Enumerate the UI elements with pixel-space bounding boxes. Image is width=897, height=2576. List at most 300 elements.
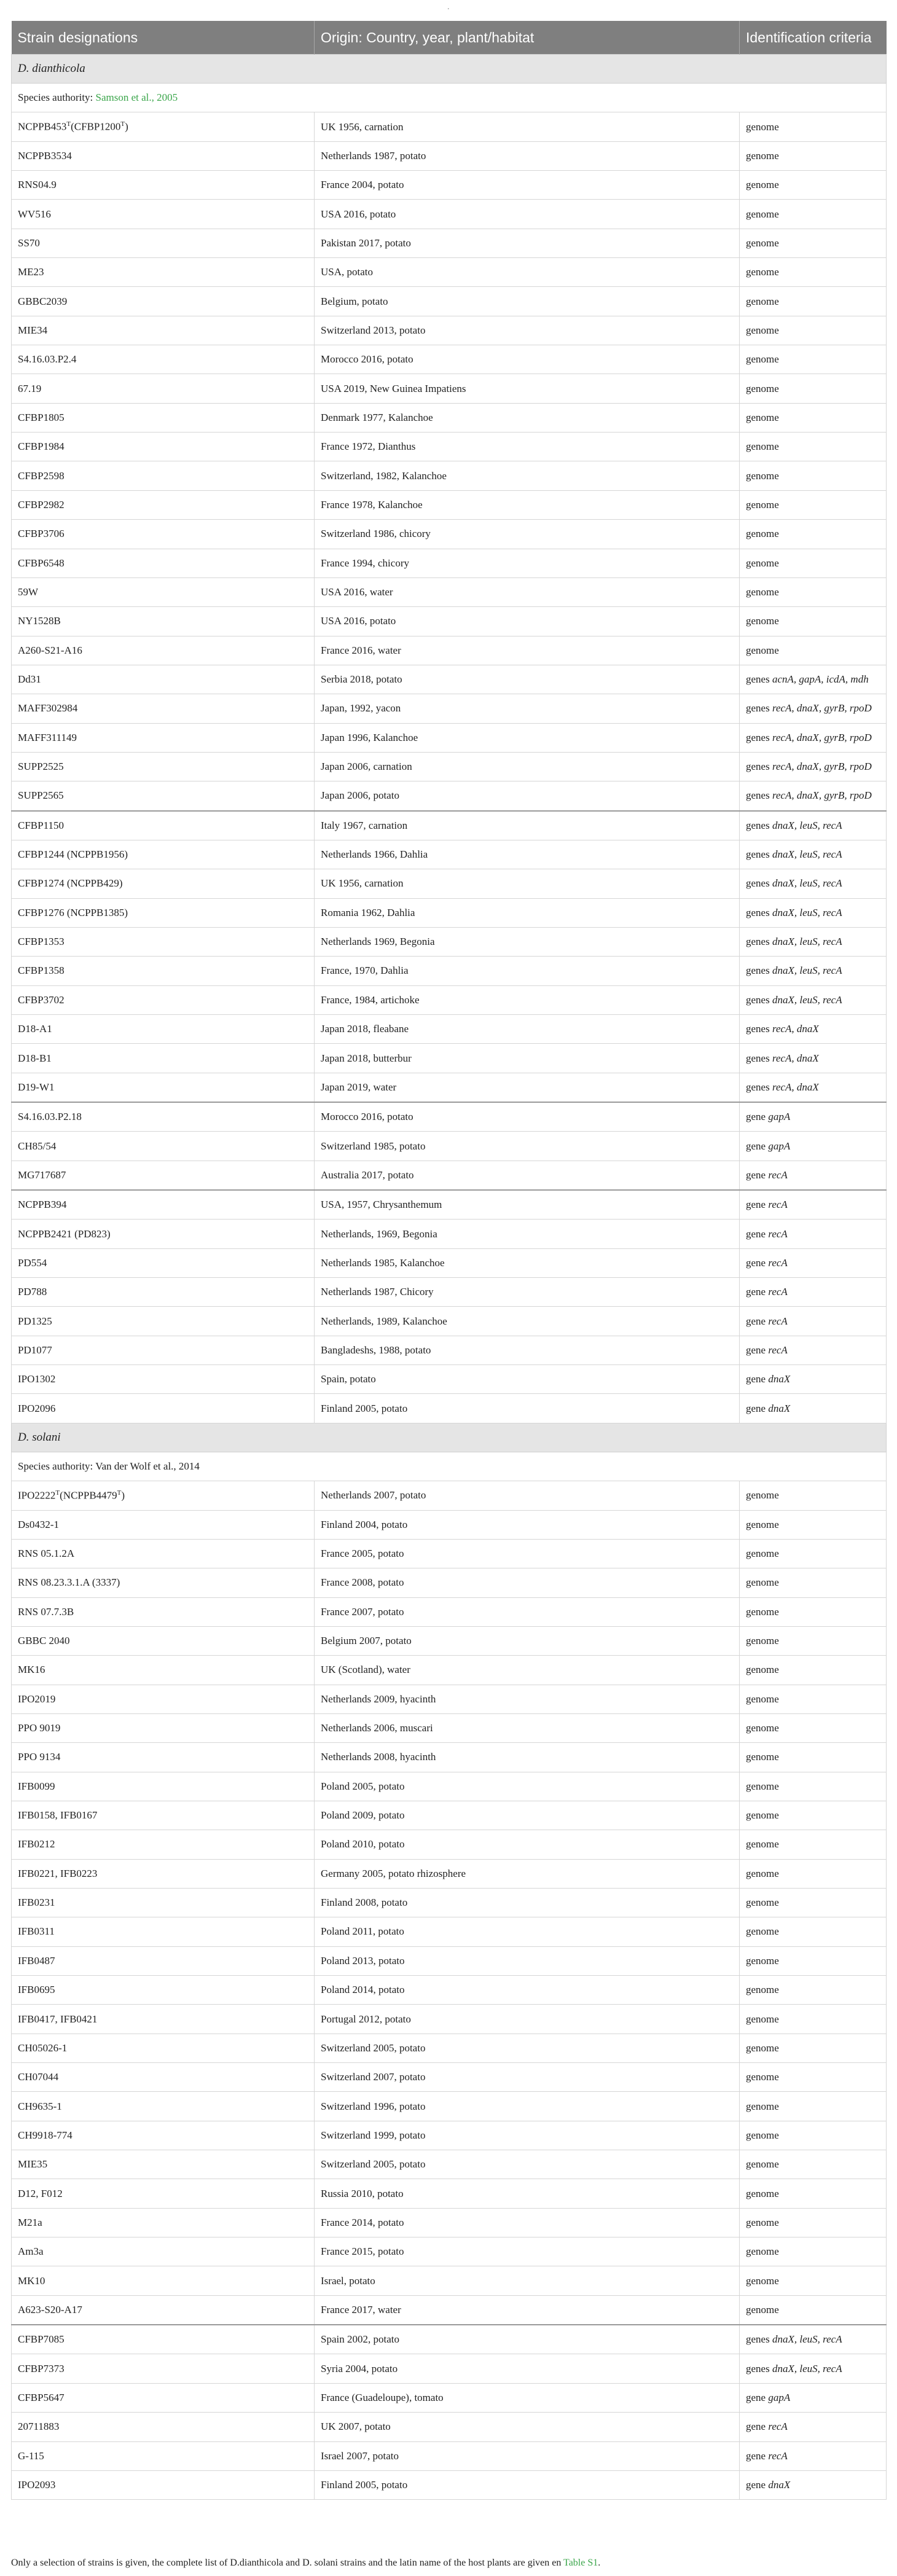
- origin-cell: France 1994, chicory: [315, 549, 740, 577]
- table-row: [12, 1015, 887, 1044]
- identification-value: genome: [746, 353, 779, 366]
- origin-cell: Germany 2005, potato rhizosphere: [315, 1859, 740, 1888]
- table-row: [12, 374, 887, 403]
- strain-name: SUPP2525: [18, 761, 64, 773]
- identification-cell: [740, 2092, 887, 2121]
- table-row: [12, 2150, 887, 2179]
- identification-prefix: gene: [746, 1140, 769, 1152]
- strain-cell: [12, 490, 315, 519]
- identification-prefix: gene: [746, 2391, 769, 2403]
- identification-prefix: genes: [746, 965, 772, 977]
- strain-name: G-115: [18, 2449, 44, 2462]
- strain-name: NY1528B: [18, 615, 61, 627]
- species-cell: [12, 55, 887, 84]
- origin-cell: France, 1970, Dahlia: [315, 957, 740, 985]
- table-row: [12, 490, 887, 519]
- origin-cell: USA 2016, potato: [315, 607, 740, 636]
- table-row: [12, 1481, 887, 1510]
- strain-cell: [12, 549, 315, 577]
- species-authority-cell: [12, 1452, 887, 1481]
- table-row: [12, 1685, 887, 1713]
- table-row: [12, 549, 887, 577]
- identification-value: genome: [746, 615, 779, 627]
- strain-cell: [12, 1190, 315, 1219]
- species-name: D. solani: [18, 1430, 61, 1444]
- identification-cell: [740, 811, 887, 840]
- strain-cell: [12, 840, 315, 869]
- table-row: [12, 1365, 887, 1394]
- strain-name: RNS 08.23.3.1.A (3337): [18, 1576, 120, 1589]
- origin-cell: France 2008, potato: [315, 1568, 740, 1597]
- table-row: [12, 985, 887, 1014]
- strain-name: CFBP2598: [18, 469, 65, 482]
- footnote-end: .: [598, 2558, 601, 2568]
- strain-name: WV516: [18, 208, 51, 220]
- species-name: D. dianthicola: [18, 62, 85, 75]
- identification-value: genome: [746, 1664, 779, 1676]
- origin-cell: Poland 2011, potato: [315, 1917, 740, 1946]
- gene-list: gapA: [768, 1111, 791, 1123]
- origin-cell: UK 1956, carnation: [315, 112, 740, 141]
- strain-name: RNS 07.7.3B: [18, 1605, 74, 1618]
- identification-value: genome: [746, 1518, 779, 1530]
- origin-cell: USA, potato: [315, 258, 740, 287]
- table-row: [12, 1801, 887, 1830]
- table-row: [12, 2092, 887, 2121]
- strain-name: IFB0231: [18, 1897, 55, 1909]
- strain-cell: [12, 403, 315, 432]
- strain-name: PPO 9019: [18, 1722, 61, 1734]
- identification-cell: [740, 287, 887, 316]
- identification-cell: [740, 1859, 887, 1888]
- table-row: [12, 287, 887, 316]
- identification-value: genome: [746, 2303, 779, 2316]
- strain-name: 59W: [18, 586, 39, 598]
- strain-name: IFB0212: [18, 1838, 55, 1850]
- table-row: [12, 1830, 887, 1859]
- identification-value: genome: [746, 2158, 779, 2171]
- strain-cell: [12, 141, 315, 170]
- table-row: [12, 1946, 887, 1975]
- gene-list: dnaX, leuS, recA: [772, 993, 842, 1006]
- strain-name: NCPPB453: [18, 120, 67, 133]
- origin-cell: Finland 2005, potato: [315, 1394, 740, 1423]
- identification-cell: [740, 1044, 887, 1073]
- strain-name: CH85/54: [18, 1140, 57, 1152]
- strain-name: CFBP2982: [18, 498, 65, 511]
- strain-name: CH05026-1: [18, 2042, 68, 2054]
- strain-name: Dd31: [18, 673, 41, 686]
- top-mark: .: [447, 2, 450, 12]
- strain-cell: [12, 694, 315, 723]
- table-row: [12, 1772, 887, 1801]
- identification-cell: [740, 957, 887, 985]
- table-row: [12, 2295, 887, 2325]
- strain-cell: [12, 1685, 315, 1713]
- identification-value: genome: [746, 411, 779, 423]
- strain-cell: [12, 345, 315, 374]
- gene-list: dnaX: [768, 2479, 791, 2491]
- table-row: [12, 2354, 887, 2383]
- table-row: [12, 1510, 887, 1539]
- strain-cell: [12, 1219, 315, 1248]
- strain-name: A260-S21-A16: [18, 644, 82, 656]
- gene-list: recA: [768, 1344, 788, 1356]
- identification-cell: [740, 171, 887, 200]
- strain-cell: [12, 2266, 315, 2295]
- identification-prefix: gene: [746, 1256, 769, 1269]
- identification-prefix: genes: [746, 1023, 772, 1035]
- table-row: [12, 694, 887, 723]
- origin-cell: USA 2019, New Guinea Impatiens: [315, 374, 740, 403]
- identification-value: genome: [746, 469, 779, 482]
- table-row: [12, 1597, 887, 1626]
- strain-name: A623-S20-A17: [18, 2303, 82, 2316]
- identification-prefix: gene: [746, 1199, 769, 1211]
- strain-cell: [12, 520, 315, 549]
- identification-cell: [740, 1336, 887, 1364]
- identification-value: genome: [746, 208, 779, 220]
- strain-name: CH9635-1: [18, 2100, 62, 2112]
- strain-name: NCPPB3534: [18, 149, 72, 162]
- table-body: [12, 55, 887, 2500]
- origin-cell: Israel 2007, potato: [315, 2441, 740, 2470]
- identification-prefix: gene: [746, 1373, 769, 1385]
- table-row: [12, 665, 887, 694]
- identification-prefix: genes: [746, 848, 772, 861]
- identification-value: genome: [746, 557, 779, 569]
- species-authority-text: Species authority:: [18, 92, 96, 104]
- strain-cell: [12, 112, 315, 141]
- strain-cell: [12, 1830, 315, 1859]
- identification-value: genome: [746, 179, 779, 191]
- origin-cell: UK (Scotland), water: [315, 1656, 740, 1685]
- origin-cell: Finland 2004, potato: [315, 1510, 740, 1539]
- identification-prefix: gene: [746, 1315, 769, 1327]
- type-strain-mark: T: [117, 1489, 122, 1497]
- identification-cell: [740, 1365, 887, 1394]
- origin-cell: Switzerland 2007, potato: [315, 2063, 740, 2092]
- identification-prefix: genes: [746, 906, 772, 918]
- gene-list: recA, dnaX, gyrB, rpoD: [772, 702, 872, 714]
- gene-list: dnaX, leuS, recA: [772, 936, 842, 948]
- identification-cell: [740, 2179, 887, 2208]
- strain-name: SUPP2565: [18, 789, 64, 802]
- origin-cell: Netherlands, 1969, Begonia: [315, 1219, 740, 1248]
- gene-list: recA: [768, 1286, 788, 1298]
- origin-cell: Japan 2018, fleabane: [315, 1015, 740, 1044]
- strain-cell: [12, 1597, 315, 1626]
- strain-table-container: [11, 21, 886, 2500]
- identification-prefix: genes: [746, 702, 772, 714]
- strain-cell: [12, 1015, 315, 1044]
- strain-cell: [12, 2295, 315, 2325]
- table-row: [12, 752, 887, 781]
- footnote-table-ref-link[interactable]: Table S1: [563, 2558, 598, 2568]
- gene-list: dnaX, leuS, recA: [772, 2362, 842, 2374]
- strain-name: MAFF311149: [18, 731, 77, 743]
- strain-cell: [12, 1132, 315, 1161]
- origin-cell: Poland 2005, potato: [315, 1772, 740, 1801]
- identification-cell: [740, 723, 887, 752]
- table-row: [12, 2208, 887, 2237]
- origin-cell: France 2007, potato: [315, 1597, 740, 1626]
- strain-name: CFBP1150: [18, 819, 64, 831]
- origin-cell: UK 2007, potato: [315, 2413, 740, 2441]
- identification-cell: [740, 2208, 887, 2237]
- strain-cell: [12, 2092, 315, 2121]
- strain-name: CFBP1244 (NCPPB1956): [18, 848, 128, 861]
- strain-cell: [12, 1743, 315, 1772]
- identification-cell: [740, 1976, 887, 2005]
- species-authority-ref-link[interactable]: Samson et al., 2005: [95, 92, 178, 104]
- strain-name: IFB0417, IFB0421: [18, 2013, 98, 2025]
- identification-value: genome: [746, 2071, 779, 2083]
- table-row: [12, 2121, 887, 2150]
- identification-cell: [740, 2354, 887, 2383]
- origin-cell: Netherlands 2008, hyacinth: [315, 1743, 740, 1772]
- identification-cell: [740, 1568, 887, 1597]
- identification-value: genome: [746, 2013, 779, 2025]
- origin-cell: Morocco 2016, potato: [315, 345, 740, 374]
- identification-cell: [740, 927, 887, 956]
- strain-name: CFBP3702: [18, 993, 65, 1006]
- gene-list: dnaX, leuS, recA: [772, 906, 842, 918]
- identification-cell: [740, 316, 887, 345]
- identification-cell: [740, 2266, 887, 2295]
- table-row: [12, 2441, 887, 2470]
- gene-list: recA, dnaX, gyrB, rpoD: [772, 731, 872, 743]
- identification-value: genome: [746, 1867, 779, 1879]
- table-row: [12, 636, 887, 665]
- table-row: [12, 2266, 887, 2295]
- strain-cell: [12, 1394, 315, 1423]
- origin-cell: Netherlands 1985, Kalanchoe: [315, 1248, 740, 1277]
- strain-cell: [12, 171, 315, 200]
- strain-name: 67.19: [18, 382, 42, 394]
- table-row: [12, 1219, 887, 1248]
- identification-cell: [740, 2121, 887, 2150]
- table-row: [12, 461, 887, 490]
- identification-cell: [740, 1481, 887, 1510]
- origin-cell: Netherlands 1987, Chicory: [315, 1278, 740, 1307]
- origin-cell: Netherlands 2007, potato: [315, 1481, 740, 1510]
- strain-cell: [12, 1073, 315, 1102]
- table-row: [12, 403, 887, 432]
- origin-cell: France (Guadeloupe), tomato: [315, 2383, 740, 2412]
- strain-cell: [12, 1859, 315, 1888]
- identification-value: genome: [746, 440, 779, 453]
- strain-cell: [12, 2063, 315, 2092]
- origin-cell: Switzerland 1996, potato: [315, 2092, 740, 2121]
- species-cell: [12, 1423, 887, 1452]
- origin-cell: Finland 2008, potato: [315, 1888, 740, 1917]
- strain-cell: [12, 287, 315, 316]
- identification-prefix: gene: [746, 1286, 769, 1298]
- strain-cell: [12, 957, 315, 985]
- identification-cell: [740, 1656, 887, 1685]
- identification-value: genome: [746, 295, 779, 307]
- strain-name: S4.16.03.P2.4: [18, 353, 77, 366]
- strain-cell: [12, 781, 315, 811]
- origin-cell: France 1972, Dianthus: [315, 433, 740, 461]
- strain-cell: [12, 577, 315, 606]
- identification-value: genome: [746, 2245, 779, 2258]
- strain-name: IFB0695: [18, 1984, 55, 1996]
- origin-cell: Japan 2006, carnation: [315, 752, 740, 781]
- identification-cell: [740, 2034, 887, 2062]
- strain-cell: [12, 1307, 315, 1336]
- strain-name: IPO2093: [18, 2479, 56, 2491]
- origin-cell: France 2016, water: [315, 636, 740, 665]
- table-row: [12, 1656, 887, 1685]
- gene-list: recA: [768, 2449, 788, 2462]
- strain-name: CFBP5647: [18, 2391, 65, 2403]
- strain-name: M21a: [18, 2216, 42, 2228]
- strain-cell: [12, 811, 315, 840]
- identification-prefix: genes: [746, 2362, 772, 2374]
- gene-list: recA: [768, 1227, 788, 1240]
- origin-cell: France 2014, potato: [315, 2208, 740, 2237]
- origin-cell: Switzerland 1986, chicory: [315, 520, 740, 549]
- table-row: [12, 2383, 887, 2412]
- identification-value: genome: [746, 528, 779, 540]
- origin-cell: Belgium, potato: [315, 287, 740, 316]
- identification-value: genome: [746, 1809, 779, 1822]
- strain-name: IPO2222: [18, 1489, 56, 1501]
- strain-name: IPO2019: [18, 1693, 56, 1705]
- strain-name: SS70: [18, 237, 40, 249]
- origin-cell: France 2004, potato: [315, 171, 740, 200]
- table-row: [12, 200, 887, 229]
- identification-cell: [740, 636, 887, 665]
- origin-cell: Netherlands, 1989, Kalanchoe: [315, 1307, 740, 1336]
- gene-list: gapA: [768, 2391, 791, 2403]
- table-row: [12, 577, 887, 606]
- table-row: [12, 811, 887, 840]
- identification-value: genome: [746, 586, 779, 598]
- identification-cell: [740, 1015, 887, 1044]
- gene-list: gapA: [768, 1140, 791, 1152]
- strain-name: D12, F012: [18, 2187, 63, 2199]
- strain-cell: [12, 374, 315, 403]
- table-row: [12, 1568, 887, 1597]
- origin-cell: Poland 2013, potato: [315, 1946, 740, 1975]
- strain-cell: [12, 1248, 315, 1277]
- strain-name: NCPPB394: [18, 1199, 67, 1211]
- strain-cell: [12, 461, 315, 490]
- origin-cell: Switzerland 2013, potato: [315, 316, 740, 345]
- identification-cell: [740, 1539, 887, 1568]
- identification-prefix: gene: [746, 1111, 769, 1123]
- strain-cell: [12, 1539, 315, 1568]
- strain-cell: [12, 1626, 315, 1655]
- strain-name: CFBP1984: [18, 440, 65, 453]
- identification-cell: [740, 2413, 887, 2441]
- strain-name: CFBP1353: [18, 936, 65, 948]
- strain-cell: [12, 636, 315, 665]
- species-authority-text: Species authority: Van der Wolf et al., 2014: [18, 1460, 200, 1472]
- origin-cell: Japan 2006, potato: [315, 781, 740, 811]
- identification-cell: [740, 2063, 887, 2092]
- identification-cell: [740, 1307, 887, 1336]
- identification-cell: [740, 1510, 887, 1539]
- identification-cell: [740, 577, 887, 606]
- origin-cell: Israel, potato: [315, 2266, 740, 2295]
- table-row: [12, 723, 887, 752]
- origin-cell: Japan 1996, Kalanchoe: [315, 723, 740, 752]
- identification-cell: [740, 607, 887, 636]
- identification-value: genome: [746, 2216, 779, 2228]
- identification-value: genome: [746, 1722, 779, 1734]
- strain-cell: [12, 869, 315, 898]
- table-row: [12, 1394, 887, 1423]
- identification-cell: [740, 1830, 887, 1859]
- strain-name: CFBP1274 (NCPPB429): [18, 877, 123, 890]
- table-row: [12, 316, 887, 345]
- strain-name: NCPPB2421 (PD823): [18, 1227, 111, 1240]
- origin-cell: USA, 1957, Chrysanthemum: [315, 1190, 740, 1219]
- table-row: [12, 171, 887, 200]
- strain-cell: [12, 2413, 315, 2441]
- strain-alias: (NCPPB4479: [60, 1489, 117, 1501]
- species-authority-row: [12, 1452, 887, 1481]
- origin-cell: France, 1984, artichoke: [315, 985, 740, 1014]
- table-row: [12, 1248, 887, 1277]
- strain-cell: [12, 927, 315, 956]
- origin-cell: Netherlands 1966, Dahlia: [315, 840, 740, 869]
- identification-cell: [740, 2325, 887, 2354]
- identification-value: genome: [746, 498, 779, 511]
- table-row: [12, 781, 887, 811]
- origin-cell: France 2005, potato: [315, 1539, 740, 1568]
- table-row: [12, 898, 887, 927]
- strain-name: CFBP1805: [18, 411, 65, 423]
- strain-alias-end: ): [125, 120, 128, 133]
- strain-name: MAFF302984: [18, 702, 78, 714]
- table-row: [12, 1073, 887, 1102]
- strain-name: MIE35: [18, 2158, 48, 2171]
- identification-cell: [740, 200, 887, 229]
- strain-cell: [12, 1278, 315, 1307]
- strain-cell: [12, 2005, 315, 2034]
- strain-cell: [12, 1888, 315, 1917]
- strain-cell: [12, 2354, 315, 2383]
- gene-list: dnaX, leuS, recA: [772, 2333, 842, 2346]
- table-row: [12, 2005, 887, 2034]
- identification-value: genome: [746, 2274, 779, 2287]
- origin-cell: USA 2016, water: [315, 577, 740, 606]
- strain-cell: [12, 1656, 315, 1685]
- origin-cell: Denmark 1977, Kalanchoe: [315, 403, 740, 432]
- strain-cell: [12, 1772, 315, 1801]
- origin-cell: France 2015, potato: [315, 2237, 740, 2266]
- table-row: [12, 1859, 887, 1888]
- species-row: [12, 55, 887, 84]
- strain-name: CFBP1276 (NCPPB1385): [18, 906, 128, 918]
- identification-cell: [740, 1626, 887, 1655]
- origin-cell: Netherlands 1969, Begonia: [315, 927, 740, 956]
- identification-prefix: gene: [746, 2449, 769, 2462]
- identification-value: genome: [746, 1925, 779, 1938]
- origin-cell: Russia 2010, potato: [315, 2179, 740, 2208]
- identification-cell: [740, 2150, 887, 2179]
- strain-name: GBBC2039: [18, 295, 68, 307]
- identification-value: genome: [746, 1984, 779, 1996]
- table-row: [12, 1539, 887, 1568]
- identification-value: genome: [746, 1751, 779, 1763]
- strain-name: GBBC 2040: [18, 1635, 70, 1647]
